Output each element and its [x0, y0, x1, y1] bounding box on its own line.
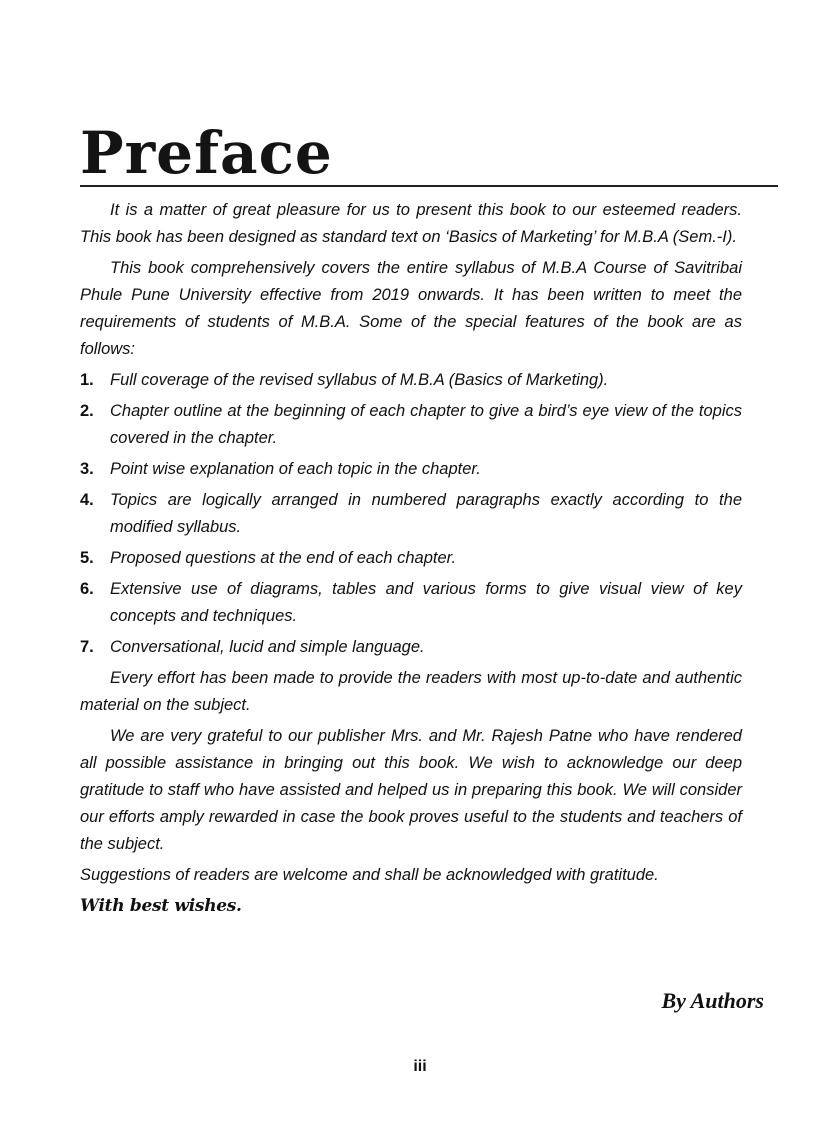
suggestions-line: Suggestions of readers are welcome and shall be acknowledged with gratitude.	[80, 866, 659, 884]
page-number: iii	[413, 1058, 427, 1075]
page-title: Preface	[80, 119, 333, 187]
list-item-text: Proposed questions at the end of each chapter.	[110, 549, 457, 567]
list-number: 2.	[80, 402, 94, 420]
list-item	[80, 545, 742, 572]
features-list	[80, 367, 742, 661]
author-signoff: By Authors	[661, 988, 764, 1013]
intro-paragraph: It is a matter of great pleasure for us to present this book to our esteemed readers. This book has been designed as standard text on ‘Basics of Marketing’ for M.B.A (Sem.-I).	[80, 201, 742, 246]
list-number: 1.	[80, 371, 94, 389]
list-item	[80, 398, 742, 452]
list-number: 5.	[80, 549, 94, 567]
list-item-text: Conversational, lucid and simple language.	[110, 638, 425, 656]
list-number: 4.	[80, 491, 94, 509]
list-item-text: Point wise explanation of each topic in the chapter.	[110, 460, 481, 478]
list-item	[80, 456, 742, 483]
list-item	[80, 634, 742, 661]
list-item-text: Extensive use of diagrams, tables and various forms to give visual view of key concepts and techniques.	[110, 580, 742, 625]
title-underline	[80, 185, 778, 187]
preface-body	[80, 197, 742, 920]
best-wishes: With best wishes.	[80, 896, 242, 916]
list-number: 7.	[80, 638, 94, 656]
effort-paragraph: Every effort has been made to provide the readers with most up-to-date and authentic material on the subject.	[80, 669, 742, 714]
syllabus-paragraph: This book comprehensively covers the entire syllabus of M.B.A Course of Savitribai Phule Pune University effective from 2019 onwards. It has been written to meet the requirements of students of M.B.A. Some of the special features of the book are as follows:	[80, 259, 742, 358]
gratitude-paragraph: We are very grateful to our publisher Mrs. and Mr. Rajesh Patne who have rendered all possible assistance in bringing out this book. We wish to acknowledge our deep gratitude to staff who have assisted and helped us in preparing this book. We will consider our efforts amply rewarded in case the book proves useful to the students and teachers of the subject.	[80, 727, 742, 853]
list-number: 6.	[80, 580, 94, 598]
list-item-text: Topics are logically arranged in numbered paragraphs exactly according to the modified syllabus.	[110, 491, 742, 536]
list-item	[80, 576, 742, 630]
list-item-text: Full coverage of the revised syllabus of M.B.A (Basics of Marketing).	[110, 371, 609, 389]
list-item-text: Chapter outline at the beginning of each chapter to give a bird’s eye view of the topics covered in the chapter.	[110, 402, 742, 447]
list-item	[80, 367, 742, 394]
list-number: 3.	[80, 460, 94, 478]
list-item	[80, 487, 742, 541]
